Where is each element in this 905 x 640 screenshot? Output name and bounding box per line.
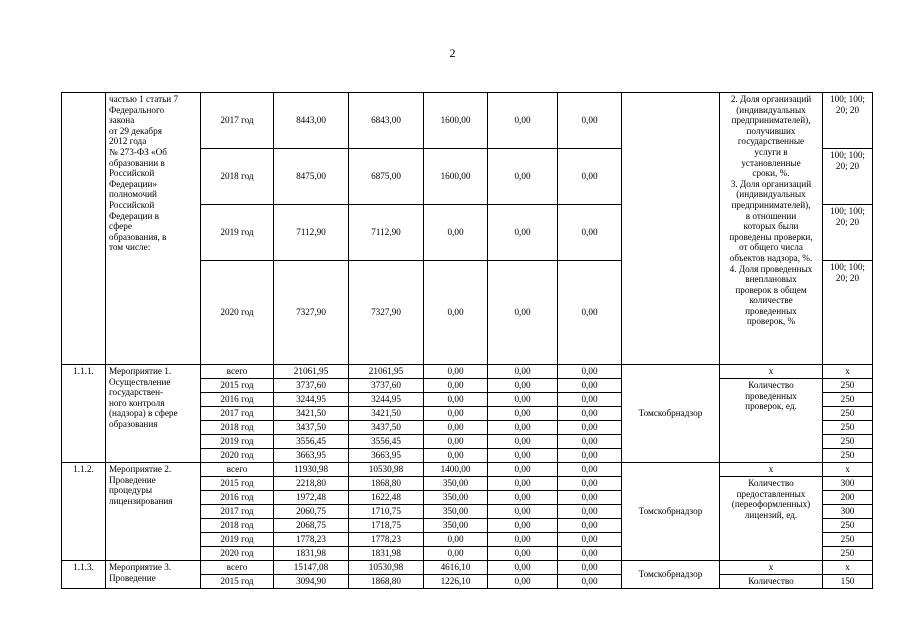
amount-cell: 0,00	[488, 261, 558, 365]
value-cell: 250	[823, 393, 873, 407]
amount-cell: 0,00	[558, 477, 622, 491]
amount-cell: 0,00	[558, 463, 622, 477]
value-cell: 300	[823, 477, 873, 491]
amount-cell: 0,00	[558, 205, 622, 261]
amount-cell: 10530,98	[349, 463, 424, 477]
amount-cell: 0,00	[558, 561, 622, 575]
value-cell: 100; 100; 20; 20	[823, 93, 873, 149]
amount-cell: 350,00	[424, 477, 488, 491]
amount-cell: 350,00	[424, 519, 488, 533]
indicator-cell: Количество предоставленных (переоформленных) лицензий, ед.	[720, 477, 823, 561]
indicator-x: x	[720, 365, 823, 379]
amount-cell: 0,00	[488, 435, 558, 449]
amount-cell: 0,00	[558, 435, 622, 449]
value-cell: 150	[823, 575, 873, 589]
indicator-cell: Количество	[720, 575, 823, 589]
amount-cell: 0,00	[424, 435, 488, 449]
value-cell: 250	[823, 449, 873, 463]
value-x: x	[823, 365, 873, 379]
amount-cell: 1226,10	[424, 575, 488, 589]
amount-cell: 1718,75	[349, 519, 424, 533]
amount-cell: 0,00	[488, 379, 558, 393]
year-cell: 2016 год	[201, 491, 274, 505]
amount-cell: 0,00	[488, 205, 558, 261]
amount-cell: 350,00	[424, 491, 488, 505]
amount-cell: 0,00	[558, 491, 622, 505]
amount-cell: 0,00	[488, 477, 558, 491]
table-row	[62, 365, 873, 379]
amount-cell: 0,00	[424, 205, 488, 261]
executor-cell: Томскобрнадзор	[622, 561, 720, 589]
amount-cell: 8475,00	[274, 149, 349, 205]
table-row	[62, 561, 873, 575]
amount-cell: 3663,95	[274, 449, 349, 463]
year-cell: 2018 год	[201, 149, 274, 205]
amount-cell: 1600,00	[424, 93, 488, 149]
amount-cell: 0,00	[558, 519, 622, 533]
amount-cell: 0,00	[488, 449, 558, 463]
amount-cell: 1778,23	[349, 533, 424, 547]
year-cell: всего	[201, 561, 274, 575]
amount-cell: 8443,00	[274, 93, 349, 149]
amount-cell: 0,00	[558, 261, 622, 365]
value-cell: 250	[823, 533, 873, 547]
year-cell: 2015 год	[201, 575, 274, 589]
measure-name: частью 1 статьи 7 Федерального закона от 29 декабря 2012 года № 273-ФЗ «Об образовании в Российской Федерации» полномочий Российской Федерации в сфере образования, в том числе:	[106, 93, 201, 365]
amount-cell: 0,00	[424, 449, 488, 463]
amount-cell: 3421,50	[274, 407, 349, 421]
indicator-cell: Количество проведенных проверок, ед.	[720, 379, 823, 463]
amount-cell: 0,00	[488, 533, 558, 547]
value-cell: 250	[823, 547, 873, 561]
amount-cell: 0,00	[558, 365, 622, 379]
amount-cell: 0,00	[488, 519, 558, 533]
amount-cell: 0,00	[424, 379, 488, 393]
value-cell: 300	[823, 505, 873, 519]
amount-cell: 350,00	[424, 505, 488, 519]
year-cell: 2018 год	[201, 421, 274, 435]
measure-name: Мероприятие 1. Осуществление государствен- ного контроля (надзора) в сфере образования	[106, 365, 201, 463]
amount-cell: 1972,48	[274, 491, 349, 505]
measure-name: Мероприятие 3. Проведение	[106, 561, 201, 589]
amount-cell: 0,00	[558, 393, 622, 407]
amount-cell: 3094,90	[274, 575, 349, 589]
value-x: x	[823, 561, 873, 575]
amount-cell: 1778,23	[274, 533, 349, 547]
amount-cell: 2218,80	[274, 477, 349, 491]
measure-number: 1.1.2.	[62, 463, 106, 561]
amount-cell: 0,00	[558, 533, 622, 547]
indicator-x: x	[720, 463, 823, 477]
amount-cell: 3437,50	[274, 421, 349, 435]
amount-cell: 0,00	[488, 561, 558, 575]
amount-cell: 0,00	[558, 421, 622, 435]
amount-cell: 10530,98	[349, 561, 424, 575]
amount-cell: 2060,75	[274, 505, 349, 519]
amount-cell: 0,00	[488, 407, 558, 421]
value-cell: 250	[823, 421, 873, 435]
executor-cell: Томскобрнадзор	[622, 365, 720, 463]
amount-cell: 0,00	[424, 393, 488, 407]
amount-cell: 6875,00	[349, 149, 424, 205]
amount-cell: 3244,95	[274, 393, 349, 407]
executor-cell	[622, 93, 720, 365]
year-cell: 2020 год	[201, 449, 274, 463]
amount-cell: 0,00	[424, 421, 488, 435]
measure-number: 1.1.3.	[62, 561, 106, 589]
amount-cell: 1831,98	[349, 547, 424, 561]
year-cell: всего	[201, 365, 274, 379]
amount-cell: 2068,75	[274, 519, 349, 533]
amount-cell: 3244,95	[349, 393, 424, 407]
amount-cell: 0,00	[488, 393, 558, 407]
amount-cell: 0,00	[488, 463, 558, 477]
year-cell: 2017 год	[201, 505, 274, 519]
amount-cell: 7112,90	[349, 205, 424, 261]
value-cell: 200	[823, 491, 873, 505]
year-cell: 2019 год	[201, 533, 274, 547]
amount-cell: 0,00	[488, 421, 558, 435]
amount-cell: 1400,00	[424, 463, 488, 477]
indicator-cell: 2. Доля организаций (индивидуальных предпринимателей), получивших государственные услуги в установленные сроки, %. 3. Доля организаций (индивидуальных предпринимателей), в отношении которых были проведены проверки, от общего числа объектов надзора, %. 4. Доля проведенных внеплановых проверок в общем количестве проведенных проверок, %	[720, 93, 823, 365]
value-cell: 100; 100; 20; 20	[823, 205, 873, 261]
amount-cell: 7112,90	[274, 205, 349, 261]
table-row	[62, 463, 873, 477]
table-row	[62, 93, 873, 149]
amount-cell: 0,00	[488, 575, 558, 589]
amount-cell: 0,00	[424, 365, 488, 379]
value-cell: 100; 100; 20; 20	[823, 261, 873, 365]
amount-cell: 0,00	[558, 149, 622, 205]
amount-cell: 3663,95	[349, 449, 424, 463]
amount-cell: 4616,10	[424, 561, 488, 575]
amount-cell: 0,00	[424, 261, 488, 365]
amount-cell: 0,00	[488, 365, 558, 379]
amount-cell: 0,00	[488, 505, 558, 519]
value-cell: 250	[823, 407, 873, 421]
value-x: x	[823, 463, 873, 477]
amount-cell: 1831,98	[274, 547, 349, 561]
page-number: 2	[449, 46, 456, 60]
amount-cell: 0,00	[424, 547, 488, 561]
amount-cell: 0,00	[558, 407, 622, 421]
year-cell: 2019 год	[201, 435, 274, 449]
amount-cell: 0,00	[488, 149, 558, 205]
year-cell: 2015 год	[201, 379, 274, 393]
amount-cell: 15147,08	[274, 561, 349, 575]
amount-cell: 0,00	[558, 93, 622, 149]
value-cell: 100; 100; 20; 20	[823, 149, 873, 205]
amount-cell: 3737,60	[274, 379, 349, 393]
amount-cell: 21061,95	[274, 365, 349, 379]
num-cell	[62, 93, 106, 365]
amount-cell: 0,00	[558, 379, 622, 393]
amount-cell: 0,00	[488, 547, 558, 561]
year-cell: 2017 год	[201, 407, 274, 421]
amount-cell: 0,00	[424, 407, 488, 421]
amount-cell: 1710,75	[349, 505, 424, 519]
amount-cell: 0,00	[558, 449, 622, 463]
year-cell: 2020 год	[201, 261, 274, 365]
amount-cell: 0,00	[558, 575, 622, 589]
indicator-x: x	[720, 561, 823, 575]
amount-cell: 1868,80	[349, 477, 424, 491]
year-cell: 2019 год	[201, 205, 274, 261]
value-cell: 250	[823, 519, 873, 533]
amount-cell: 0,00	[488, 93, 558, 149]
year-cell: всего	[201, 463, 274, 477]
value-cell: 250	[823, 435, 873, 449]
amount-cell: 21061,95	[349, 365, 424, 379]
amount-cell: 3737,60	[349, 379, 424, 393]
amount-cell: 3556,45	[349, 435, 424, 449]
measure-number: 1.1.1.	[62, 365, 106, 463]
amount-cell: 7327,90	[349, 261, 424, 365]
amount-cell: 6843,00	[349, 93, 424, 149]
year-cell: 2015 год	[201, 477, 274, 491]
amount-cell: 3421,50	[349, 407, 424, 421]
amount-cell: 0,00	[558, 505, 622, 519]
amount-cell: 1600,00	[424, 149, 488, 205]
amount-cell: 3437,50	[349, 421, 424, 435]
value-cell: 250	[823, 379, 873, 393]
measure-name: Мероприятие 2. Проведение процедуры лицензирования	[106, 463, 201, 561]
executor-cell: Томскобрнадзор	[622, 463, 720, 561]
year-cell: 2018 год	[201, 519, 274, 533]
amount-cell: 0,00	[424, 533, 488, 547]
program-table	[61, 92, 873, 589]
year-cell: 2017 год	[201, 93, 274, 149]
amount-cell: 1868,80	[349, 575, 424, 589]
year-cell: 2016 год	[201, 393, 274, 407]
amount-cell: 3556,45	[274, 435, 349, 449]
amount-cell: 11930,98	[274, 463, 349, 477]
amount-cell: 1622,48	[349, 491, 424, 505]
amount-cell: 7327,90	[274, 261, 349, 365]
year-cell: 2020 год	[201, 547, 274, 561]
amount-cell: 0,00	[558, 547, 622, 561]
amount-cell: 0,00	[488, 491, 558, 505]
